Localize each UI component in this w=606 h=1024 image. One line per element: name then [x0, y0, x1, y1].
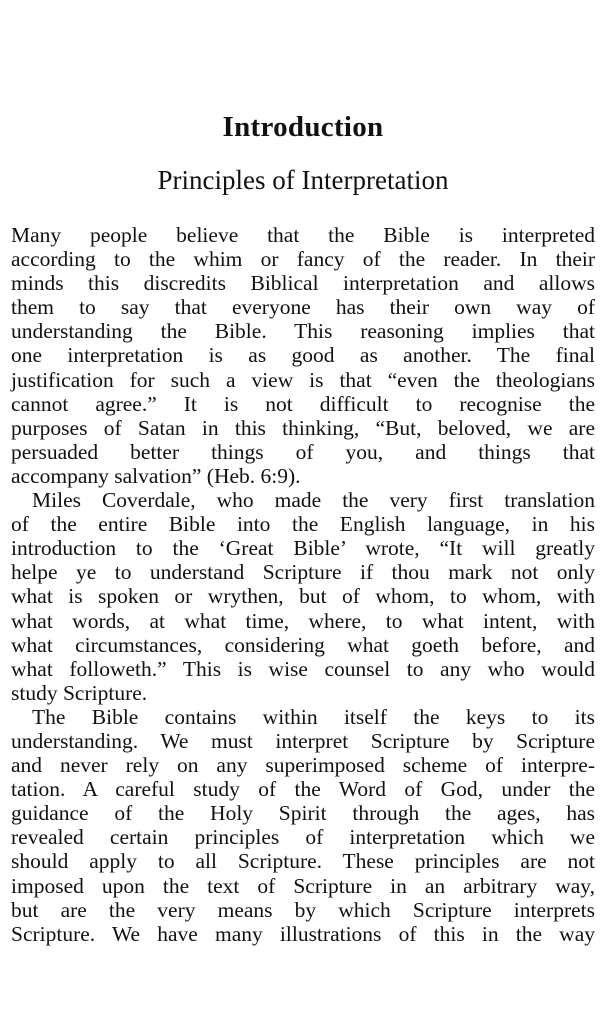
paragraph-2	[11, 488, 595, 705]
text-line: what circumstances, considering what goeth before, and	[11, 632, 595, 657]
text-line: one interpretation is as good as another. The final	[11, 343, 595, 368]
text-line: should apply to all Scripture. These principles are not	[11, 849, 595, 874]
text-line: of the entire Bible into the English language, in his	[11, 512, 595, 537]
text-line: persuaded better things of you, and things that	[11, 439, 595, 464]
text-line: and never rely on any superimposed scheme of interpre-	[11, 753, 595, 778]
text-line: helpe ye to understand Scripture if thou mark not only	[11, 560, 595, 585]
chapter-title: Introduction	[222, 111, 384, 143]
text-line: accompany salvation” (Heb. 6:9).	[11, 463, 301, 488]
text-line: The Bible contains within itself the keys to its	[32, 704, 595, 729]
text-line: study Scripture.	[11, 680, 148, 705]
text-line: tation. A careful study of the Word of God, under the	[11, 777, 595, 802]
paragraph-1	[11, 223, 595, 488]
paragraph-3	[11, 705, 595, 946]
text-line: them to say that everyone has their own way of	[11, 295, 595, 320]
text-line: Many people believe that the Bible is interpreted	[11, 223, 595, 247]
text-line: what is spoken or wrythen, but of whom, to whom, with	[11, 584, 595, 609]
text-line: imposed upon the text of Scripture in an arbitrary way,	[11, 873, 595, 898]
chapter-subtitle: Principles of Interpretation	[157, 165, 449, 195]
text-line: minds this discredits Biblical interpretation and allows	[11, 271, 595, 296]
body-text	[11, 223, 595, 946]
book-page	[11, 0, 595, 1024]
text-line: cannot agree.” It is not difficult to recognise the	[11, 391, 595, 416]
text-line: what followeth.” This is wise counsel to any who would	[11, 656, 595, 681]
text-line: understanding. We must interpret Scripture by Scripture	[11, 728, 595, 753]
text-line: introduction to the ‘Great Bible’ wrote, “It will greatly	[11, 536, 595, 561]
text-line: Miles Coverdale, who made the very first translation	[32, 488, 595, 513]
text-line: understanding the Bible. This reasoning implies that	[11, 319, 595, 344]
text-line: according to the whim or fancy of the reader. In their	[11, 247, 595, 272]
text-line: Scripture. We have many illustrations of this in the way	[11, 921, 595, 946]
text-line: what words, at what time, where, to what intent, with	[11, 608, 595, 633]
text-line: justification for such a view is that “even the theologians	[11, 367, 595, 392]
text-line: revealed certain principles of interpretation which we	[11, 825, 595, 850]
text-line: but are the very means by which Scripture interprets	[11, 897, 595, 922]
text-line: guidance of the Holy Spirit through the ages, has	[11, 801, 595, 826]
text-line: purposes of Satan in this thinking, “But, beloved, we are	[11, 415, 595, 440]
